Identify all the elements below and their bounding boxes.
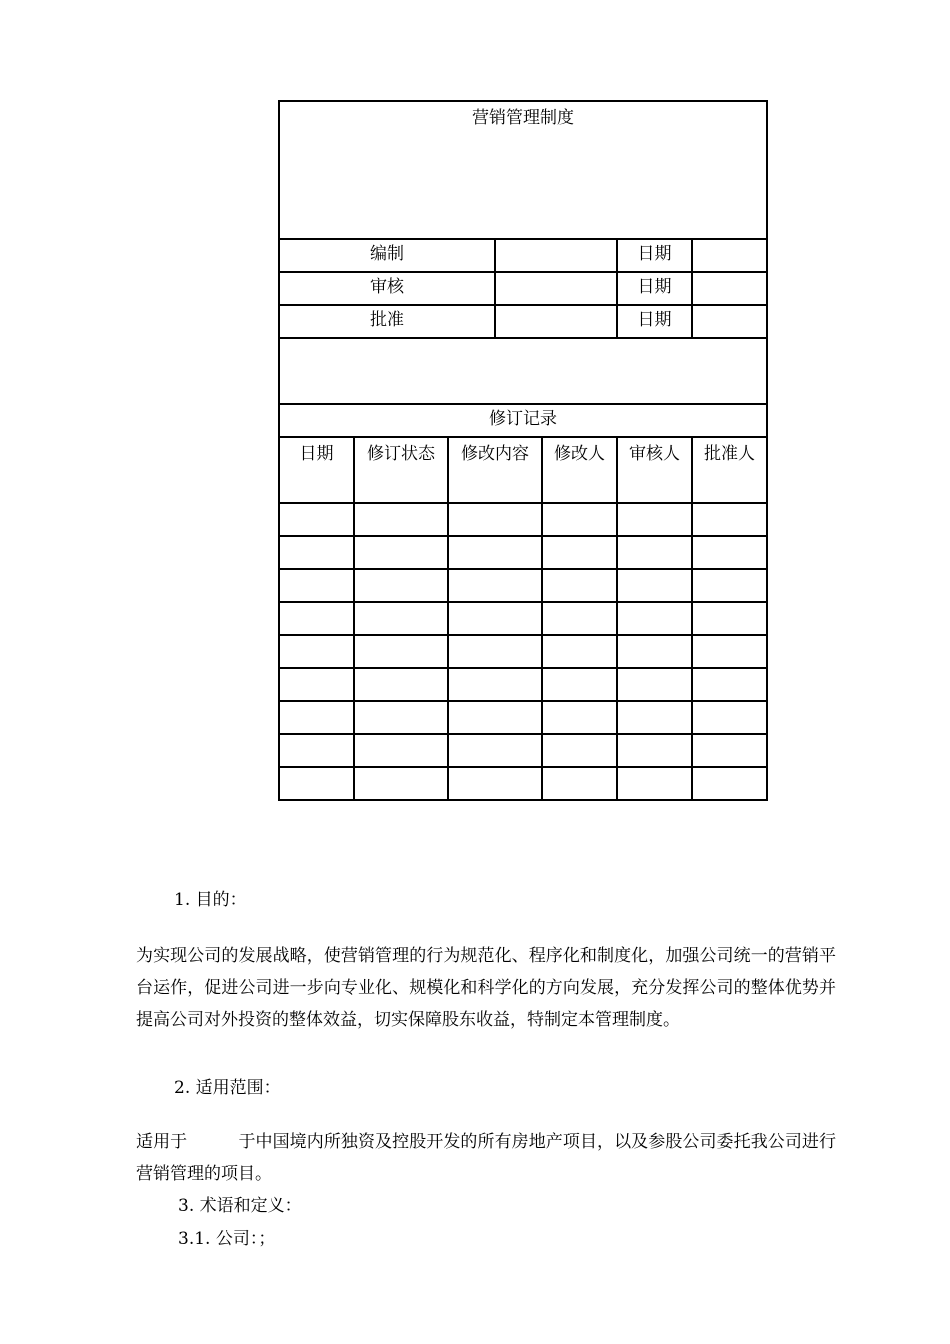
revision-row <box>279 635 767 668</box>
revision-cell <box>692 569 767 602</box>
section-2-body: 适用于 于中国境内所独资及控股开发的所有房地产项目，以及参股公司委托我公司进行营销管理的项目。 <box>136 1132 836 1184</box>
revision-cell <box>542 701 617 734</box>
revision-cell <box>692 602 767 635</box>
revision-cell <box>448 734 542 767</box>
document-title: 营销管理制度 <box>279 101 767 239</box>
revision-cell <box>542 503 617 536</box>
revision-cell <box>692 734 767 767</box>
signoff-row <box>279 305 767 338</box>
revision-header-approver: 批准人 <box>692 437 767 503</box>
revision-cell <box>448 569 542 602</box>
revision-cell <box>617 569 692 602</box>
revision-row <box>279 503 767 536</box>
revision-cell <box>542 734 617 767</box>
revision-cell <box>692 635 767 668</box>
revision-row <box>279 734 767 767</box>
revision-cell <box>692 536 767 569</box>
revision-cell <box>542 668 617 701</box>
revision-header-row <box>279 437 767 503</box>
revision-cell <box>448 536 542 569</box>
revision-cell <box>279 734 354 767</box>
revision-header-date: 日期 <box>279 437 354 503</box>
revision-cell <box>692 668 767 701</box>
revision-row <box>279 668 767 701</box>
revision-cell <box>448 602 542 635</box>
revision-cell <box>448 635 542 668</box>
revision-cell <box>542 536 617 569</box>
revision-row <box>279 602 767 635</box>
revision-cell <box>542 569 617 602</box>
revision-cell <box>617 635 692 668</box>
revision-cell <box>617 734 692 767</box>
blank-spacer-cell <box>279 338 767 404</box>
revision-header-content: 修改内容 <box>448 437 542 503</box>
signoff-date-value <box>692 272 767 305</box>
revision-header-status: 修订状态 <box>354 437 448 503</box>
section-1-body: 为实现公司的发展战略，使营销管理的行为规范化、程序化和制度化，加强公司统一的营销平台运作，促进公司进一步向专业化、规模化和科学化的方向发展，充分发挥公司的整体优势并提高公司对外投资的整体效益，切实保障股东收益，特制定本管理制度。 <box>136 946 836 1030</box>
revision-cell <box>354 503 448 536</box>
signoff-date-label: 日期 <box>617 305 692 338</box>
section-3-heading: 3. 术语和定义： <box>178 1196 302 1216</box>
revision-cell <box>354 701 448 734</box>
signoff-row <box>279 272 767 305</box>
revision-cell <box>542 767 617 800</box>
signoff-row <box>279 239 767 272</box>
revision-cell <box>354 635 448 668</box>
revision-row <box>279 569 767 602</box>
revision-cell <box>354 668 448 701</box>
section-1-heading: 1. 目的： <box>174 890 247 910</box>
signoff-label: 审核 <box>279 272 495 305</box>
revision-cell <box>279 701 354 734</box>
revision-cell <box>542 635 617 668</box>
revision-cell <box>448 701 542 734</box>
revision-cell <box>279 602 354 635</box>
revision-row <box>279 536 767 569</box>
revision-row <box>279 767 767 800</box>
signoff-date-value <box>692 239 767 272</box>
revision-cell <box>279 569 354 602</box>
revision-cell <box>354 602 448 635</box>
revision-cell <box>354 734 448 767</box>
revision-row <box>279 701 767 734</box>
revision-cell <box>617 536 692 569</box>
revision-cell <box>692 701 767 734</box>
revision-cell <box>448 668 542 701</box>
revision-cell <box>692 767 767 800</box>
revision-cell <box>448 767 542 800</box>
revision-cell <box>279 536 354 569</box>
revision-cell <box>354 536 448 569</box>
revision-cell <box>617 602 692 635</box>
revision-cell <box>279 767 354 800</box>
revision-cell <box>354 767 448 800</box>
revision-cell <box>448 503 542 536</box>
revision-cell <box>542 602 617 635</box>
revision-header-modifier: 修改人 <box>542 437 617 503</box>
revision-cell <box>692 503 767 536</box>
signoff-label: 批准 <box>279 305 495 338</box>
cover-table <box>278 100 768 801</box>
section-3-1-heading: 3.1. 公司：； <box>178 1229 276 1249</box>
signoff-date-label: 日期 <box>617 272 692 305</box>
signoff-value <box>495 239 617 272</box>
revision-header-reviewer: 审核人 <box>617 437 692 503</box>
revision-cell <box>279 503 354 536</box>
signoff-date-label: 日期 <box>617 239 692 272</box>
revision-cell <box>617 701 692 734</box>
signoff-value <box>495 305 617 338</box>
revision-cell <box>617 503 692 536</box>
revision-cell <box>279 668 354 701</box>
revision-cell <box>279 635 354 668</box>
signoff-date-value <box>692 305 767 338</box>
signoff-value <box>495 272 617 305</box>
revision-cell <box>354 569 448 602</box>
revision-cell <box>617 668 692 701</box>
section-2-heading: 2. 适用范围： <box>174 1078 281 1098</box>
signoff-label: 编制 <box>279 239 495 272</box>
revision-cell <box>617 767 692 800</box>
revision-record-title: 修订记录 <box>279 404 767 437</box>
